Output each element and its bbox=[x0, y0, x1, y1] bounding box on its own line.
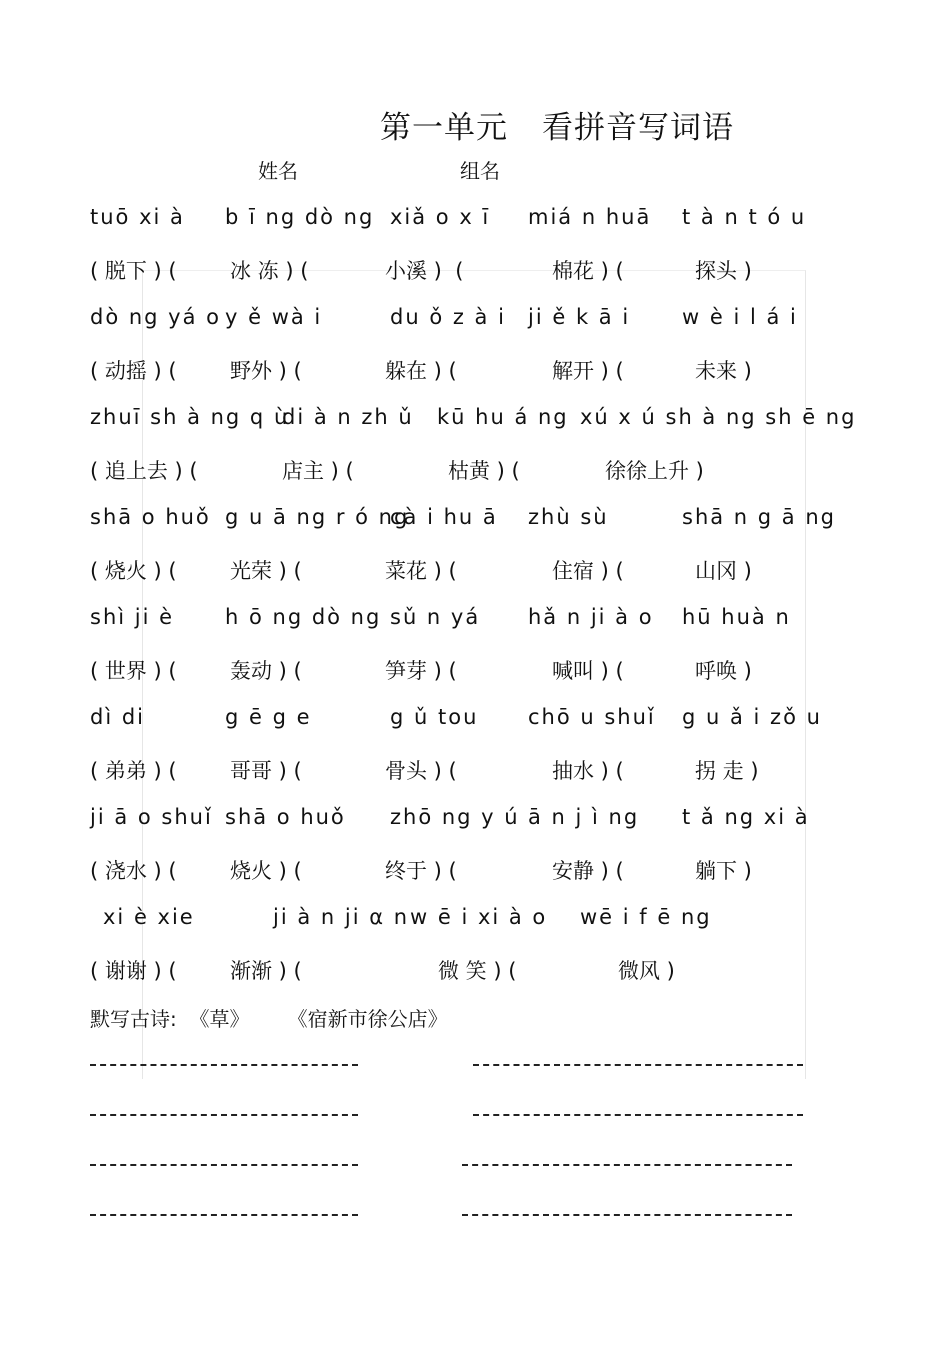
hanzi-item: 店主 ) ( bbox=[282, 459, 354, 483]
answer-line bbox=[90, 1164, 358, 1166]
hanzi-item: 解开 ) ( bbox=[552, 359, 624, 383]
hanzi-item: 渐渐 ) ( bbox=[230, 959, 302, 983]
hanzi-item: ( 弟弟 ) ( bbox=[90, 759, 177, 783]
hanzi-item: 野外 ) ( bbox=[230, 359, 302, 383]
hanzi-item: ( 脱下 ) ( bbox=[90, 259, 177, 283]
pinyin-item: cà i hu ā bbox=[390, 505, 498, 529]
pinyin-item: xú x ú sh à ng sh ē ng bbox=[580, 405, 857, 429]
hanzi-item: 棉花 ) ( bbox=[552, 259, 624, 283]
pinyin-item: shā o huǒ bbox=[225, 805, 346, 829]
hanzi-item: ( 烧火 ) ( bbox=[90, 559, 177, 583]
hanzi-row bbox=[0, 555, 950, 587]
hanzi-item: ( 谢谢 ) ( bbox=[90, 959, 177, 983]
hanzi-item: 住宿 ) ( bbox=[552, 559, 624, 583]
hanzi-item: ( 动摇 ) ( bbox=[90, 359, 177, 383]
pinyin-row bbox=[0, 805, 950, 837]
page-title bbox=[380, 102, 734, 147]
pinyin-row bbox=[0, 505, 950, 537]
answer-line bbox=[462, 1214, 792, 1216]
hanzi-item: 拐 走 ) bbox=[695, 759, 759, 783]
pinyin-item: ji ě k ā i bbox=[528, 305, 631, 329]
hanzi-item: 冰 冻 ) ( bbox=[230, 259, 309, 283]
hanzi-item: 菜花 ) ( bbox=[385, 559, 457, 583]
pinyin-item: zhù sù bbox=[528, 505, 609, 529]
hanzi-item: ( 世界 ) ( bbox=[90, 659, 177, 683]
pinyin-item: wē i f ē ng bbox=[580, 905, 712, 929]
poem-title-2: 《宿新市徐公店》 bbox=[287, 1007, 448, 1031]
hanzi-item: 微 笑 ) ( bbox=[438, 959, 517, 983]
pinyin-row bbox=[0, 305, 950, 337]
pinyin-item: b ī ng dò ng bbox=[225, 205, 375, 229]
hanzi-item: 躺下 ) bbox=[695, 859, 752, 883]
pinyin-item: du ǒ z à i bbox=[390, 305, 506, 329]
hanzi-row bbox=[0, 855, 950, 887]
hanzi-item: 呼唤 ) bbox=[695, 659, 752, 683]
hanzi-item: 轰动 ) ( bbox=[230, 659, 302, 683]
pinyin-item: xi è xie bbox=[103, 905, 195, 929]
hanzi-row bbox=[0, 655, 950, 687]
hanzi-item: 徐徐上升 ) bbox=[605, 459, 704, 483]
hanzi-item: 探头 ) bbox=[695, 259, 752, 283]
pinyin-item: w è i l á i bbox=[682, 305, 798, 329]
answer-line bbox=[90, 1214, 358, 1216]
hanzi-item: 喊叫 ) ( bbox=[552, 659, 624, 683]
pinyin-item: shā n g ā ng bbox=[682, 505, 836, 529]
pinyin-item: hū huà n bbox=[682, 605, 791, 629]
pinyin-item: ji ā o shuǐ bbox=[90, 805, 213, 829]
pinyin-item: ji à n ji α n bbox=[273, 905, 410, 929]
hanzi-item: ( 浇水 ) ( bbox=[90, 859, 177, 883]
hanzi-item: 安静 ) ( bbox=[552, 859, 624, 883]
pinyin-item: miá n huā bbox=[528, 205, 652, 229]
poem-title-1: 《草》 bbox=[189, 1007, 250, 1031]
poem-instruction: 默写古诗: bbox=[90, 1007, 177, 1031]
pinyin-item: zhō ng y ú bbox=[390, 805, 520, 829]
pinyin-item: tuō xi à bbox=[90, 205, 185, 229]
pinyin-row bbox=[0, 905, 950, 937]
poem-section-label bbox=[90, 1003, 448, 1032]
answer-line bbox=[90, 1064, 358, 1066]
hanzi-item: 山冈 ) bbox=[695, 559, 752, 583]
hanzi-item: 骨头 ) ( bbox=[385, 759, 457, 783]
hanzi-item: 烧火 ) ( bbox=[230, 859, 302, 883]
pinyin-item: ā n j ì ng bbox=[528, 805, 640, 829]
pinyin-item: t ǎ ng xi à bbox=[682, 805, 810, 829]
pinyin-item: dò ng yá o bbox=[90, 305, 221, 329]
hanzi-item: 笋芽 ) ( bbox=[385, 659, 457, 683]
pinyin-item: h ō ng dò ng bbox=[225, 605, 382, 629]
pinyin-item: zhuī sh à ng q ù bbox=[90, 405, 290, 429]
answer-line bbox=[462, 1164, 792, 1166]
pinyin-item: kū hu á ng bbox=[437, 405, 569, 429]
pinyin-row bbox=[0, 705, 950, 737]
pinyin-item: w ē i xi à o bbox=[410, 905, 548, 929]
pinyin-item: sǔ n yá bbox=[390, 605, 481, 629]
pinyin-item: chō u shuǐ bbox=[528, 705, 656, 729]
pinyin-item: shā o huǒ bbox=[90, 505, 211, 529]
answer-line bbox=[473, 1114, 803, 1116]
pinyin-row bbox=[0, 605, 950, 637]
pinyin-item: g u ā ng r ó ng bbox=[225, 505, 410, 529]
pinyin-item: g ē g e bbox=[225, 705, 312, 729]
pinyin-item: dì di bbox=[90, 705, 146, 729]
title-task: 看拼音写词语 bbox=[542, 110, 734, 146]
pinyin-item: y ě wà i bbox=[225, 305, 323, 329]
hanzi-item: ( 追上去 ) ( bbox=[90, 459, 198, 483]
hanzi-row bbox=[0, 755, 950, 787]
hanzi-item: 微风 ) bbox=[618, 959, 675, 983]
answer-line bbox=[473, 1064, 803, 1066]
hanzi-row bbox=[0, 455, 950, 487]
pinyin-item: t à n t ó u bbox=[682, 205, 807, 229]
pinyin-item: di à n zh ǔ bbox=[282, 405, 414, 429]
answer-line bbox=[90, 1114, 358, 1116]
hanzi-item: 枯黄 ) ( bbox=[448, 459, 520, 483]
pinyin-item: g ǔ tou bbox=[390, 705, 479, 729]
name-label: 姓名 bbox=[258, 159, 298, 183]
hanzi-item: 终于 ) ( bbox=[385, 859, 457, 883]
hanzi-item: 抽水 ) ( bbox=[552, 759, 624, 783]
pinyin-item: xiǎ o x ī bbox=[390, 205, 491, 229]
hanzi-item: 小溪 ) ( bbox=[385, 259, 464, 283]
hanzi-row bbox=[0, 955, 950, 987]
group-label: 组名 bbox=[460, 159, 500, 183]
hanzi-item: 光荣 ) ( bbox=[230, 559, 302, 583]
hanzi-item: 未来 ) bbox=[695, 359, 752, 383]
hanzi-item: 躲在 ) ( bbox=[385, 359, 457, 383]
pinyin-row bbox=[0, 205, 950, 237]
hanzi-row bbox=[0, 355, 950, 387]
pinyin-item: hǎ n ji à o bbox=[528, 605, 654, 629]
pinyin-item: shì ji è bbox=[90, 605, 175, 629]
pinyin-item: g u ǎ i zǒ u bbox=[682, 705, 822, 729]
pinyin-row bbox=[0, 405, 950, 437]
hanzi-item: 哥哥 ) ( bbox=[230, 759, 302, 783]
hanzi-row bbox=[0, 255, 950, 287]
title-unit: 第一单元 bbox=[380, 110, 508, 146]
